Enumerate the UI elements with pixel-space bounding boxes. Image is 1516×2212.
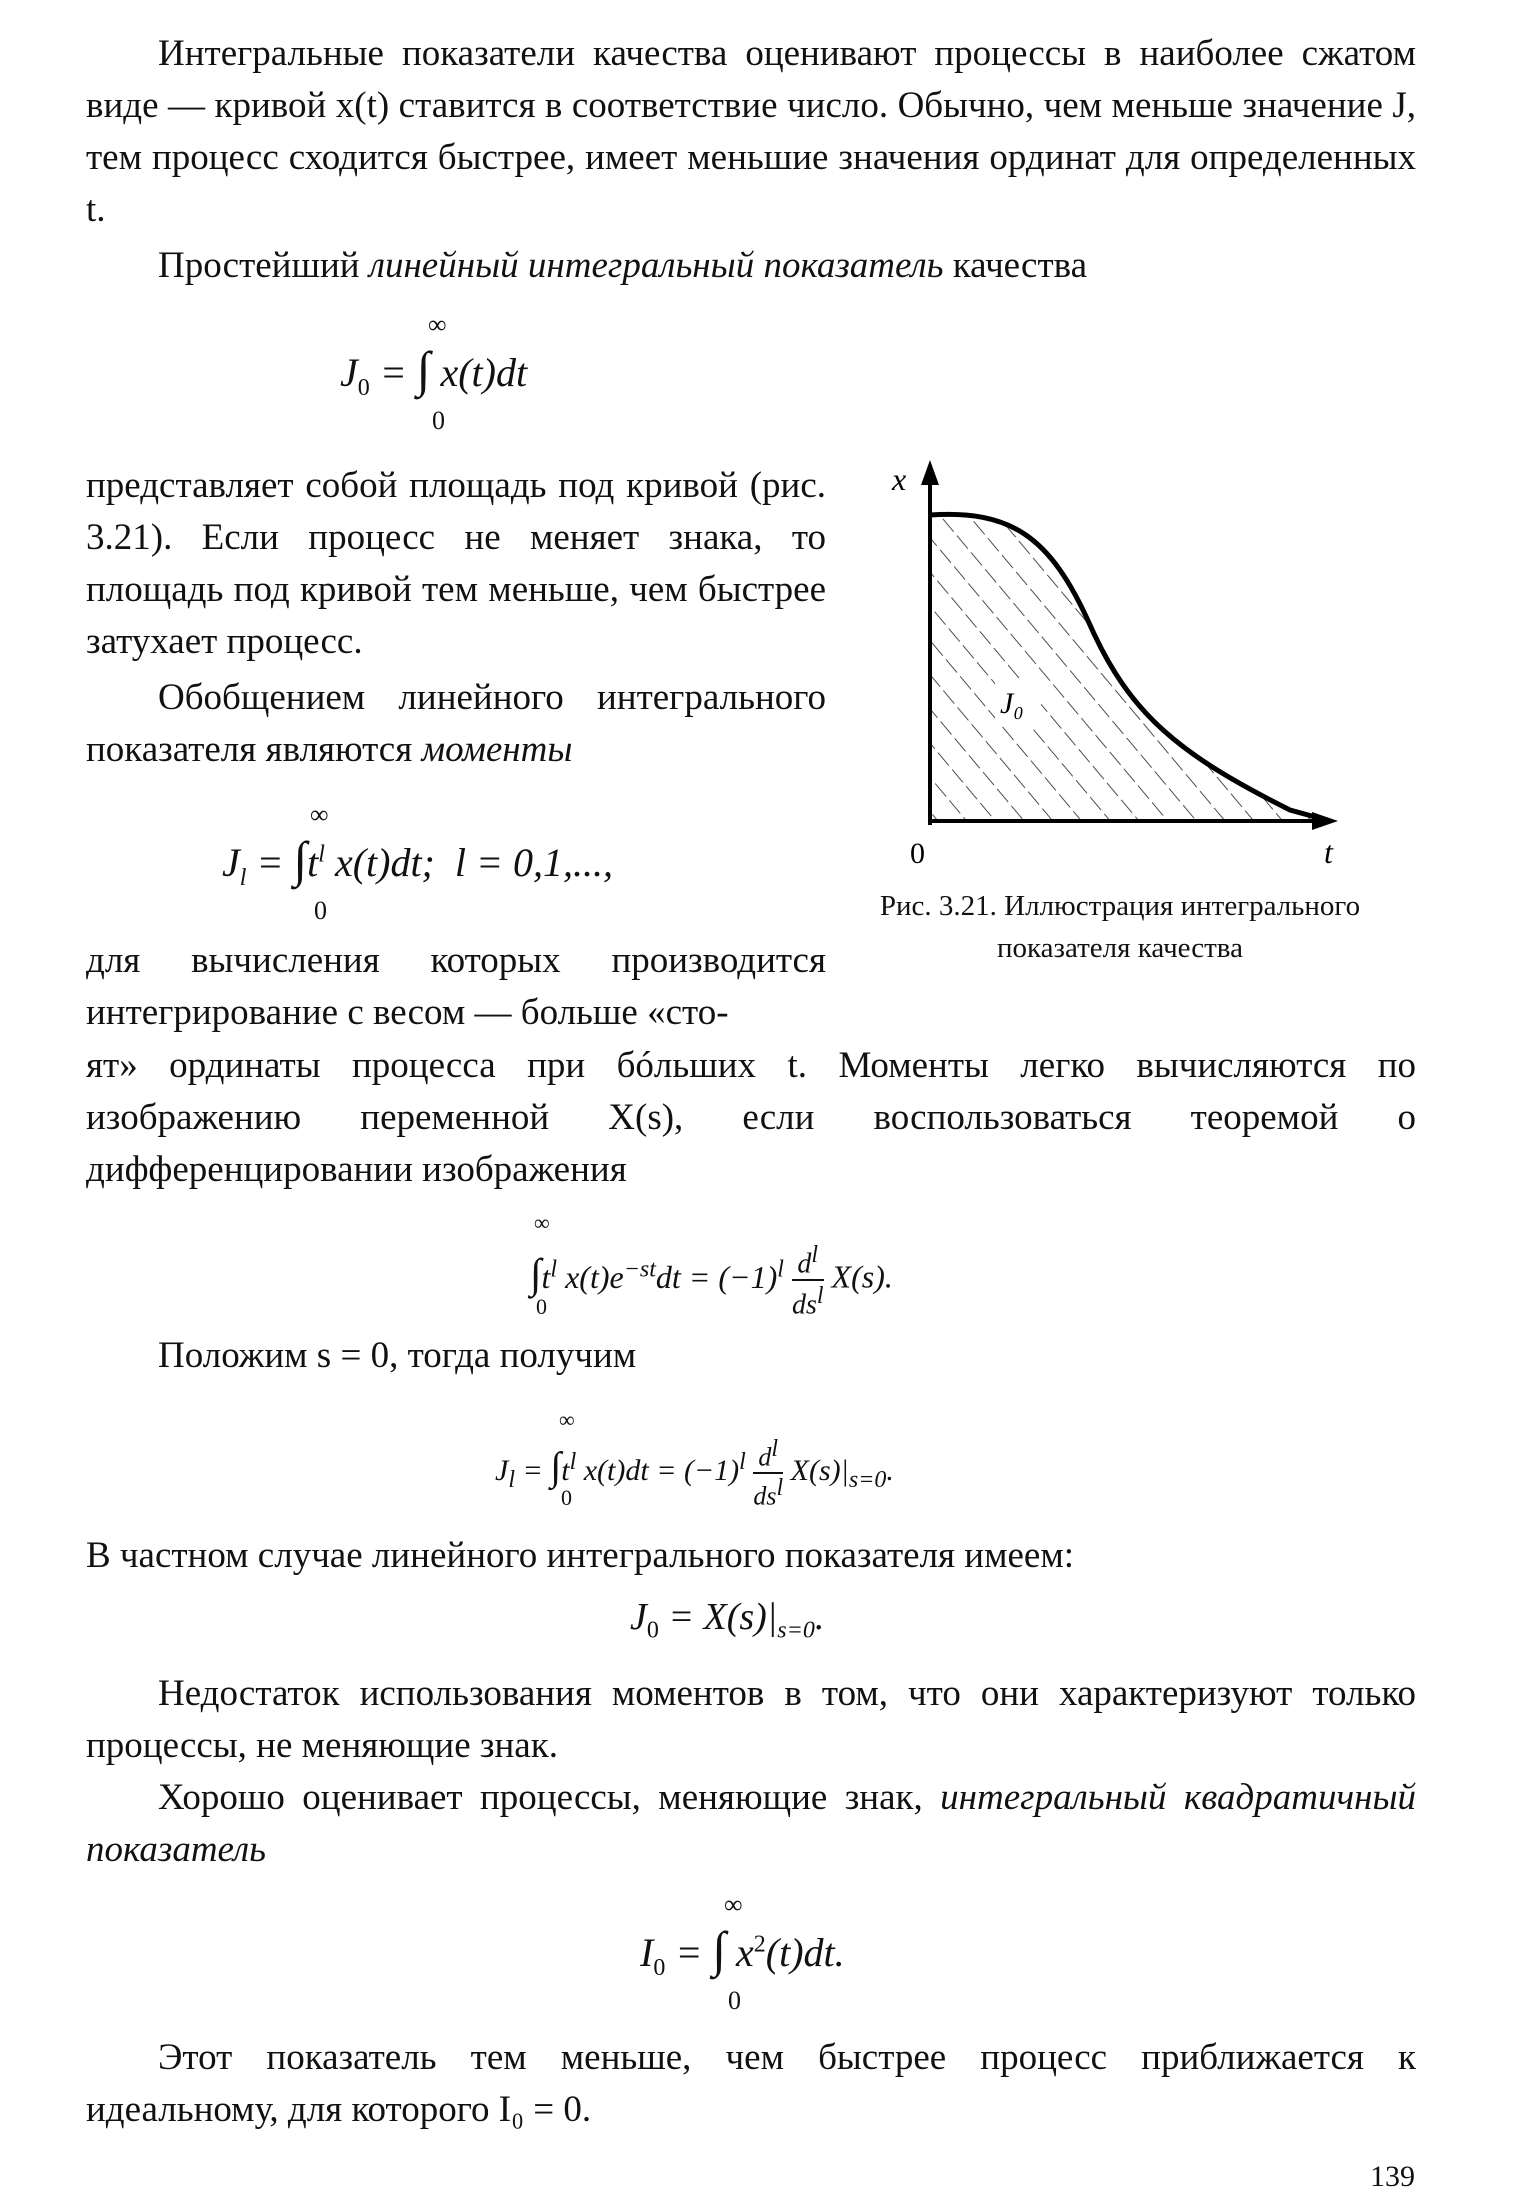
y-axis-arrow-icon <box>921 460 939 485</box>
figure-3-21 <box>860 455 1420 875</box>
paragraph-2-tail: качества <box>943 245 1088 286</box>
equation-jl-at-zero: $J_l = \int t^l$ $x(t)dt = (-1)^l$ $d^l$ $ds^l$ $X(s)|_{s=0}$. ∞ 0 <box>495 1407 894 1511</box>
paragraph-2 <box>86 240 1416 292</box>
equation-j0: $J_0$ = ∫ x(t)dt ∞ 0 <box>340 310 528 435</box>
paragraph-6: Положим s = 0, тогда получим <box>158 1335 637 1376</box>
integral-area-plot <box>860 455 1420 875</box>
figure-caption-line-1: Рис. 3.21. Иллюстрация интегрального <box>879 890 1361 922</box>
term-linear-integral: линейный интегральный показатель <box>368 245 944 286</box>
paragraph-5a: для вычисления которых производится интегрирование с весом — больше «сто- <box>86 940 826 1033</box>
hatched-area <box>930 514 1330 821</box>
paragraph-4 <box>86 672 826 776</box>
equation-i0: $I_0$ = ∫ $x^2(t)dt$. ∞ 0 <box>640 1890 845 2015</box>
area-label: J₀ <box>1000 687 1024 720</box>
paragraph-2-lead: Простейший <box>158 245 369 286</box>
axis-y-label: x <box>892 461 907 497</box>
page-number: 139 <box>1370 2160 1415 2193</box>
paragraph-7: В частном случае линейного интегрального показателя имеем: <box>86 1535 1075 1576</box>
term-integral-quadratic: интегральный квадратичный показатель <box>86 1777 1417 1870</box>
paragraph-9 <box>86 1772 1416 1876</box>
paragraph-3: представляет собой площадь под кривой (рис. 3.21). Если процесс не меняет знака, то площадь под кривой тем меньше, чем быстрее затухает процесс. <box>86 465 826 662</box>
origin-label: 0 <box>910 837 925 870</box>
paragraph-5b: ят» ординаты процесса при бóльших t. Моменты легко вычисляются по изображению переменной X(s), если воспользоваться теоремой о дифференцировании изображения <box>86 1045 1416 1190</box>
paragraph-1: Интегральные показатели качества оценивают процессы в наиболее сжатом виде — кривой x(t) ставится в соответствие число. Обычно, чем меньше значение J, тем процесс сходится быстрее, имеет меньшие значения ординат для определенных t. <box>86 33 1416 230</box>
paragraph-8: Недостаток использования моментов в том, что они характеризуют только процессы, не меняющие знак. <box>86 1673 1416 1766</box>
paragraph-9-lead: Хорошо оценивает процессы, меняющие знак, <box>158 1777 941 1818</box>
equation-laplace-diff: $\int t^l$ $x(t)e^{-st}dt = (-1)^l$ $d^l$ $ds^l$ X(s). ∞ 0 <box>530 1210 893 1321</box>
paragraph-10: Этот показатель тем меньше, чем быстрее процесс приближается к идеальному, для которого I₀ = 0. <box>86 2037 1416 2130</box>
term-moments: моменты <box>421 729 573 770</box>
equation-j0-at-zero: $J_0 = X(s)|_{s=0}$. <box>630 1596 825 1644</box>
paragraph-4-lead: Обобщением линейного интегрального показателя являются <box>86 677 826 770</box>
axis-x-label: t <box>1324 834 1333 870</box>
equation-jl: $J_l = \int t^l$ x(t)dt; l = 0,1,..., ∞ 0 <box>222 800 613 925</box>
figure-caption-line-2: показателя качества <box>997 932 1243 964</box>
